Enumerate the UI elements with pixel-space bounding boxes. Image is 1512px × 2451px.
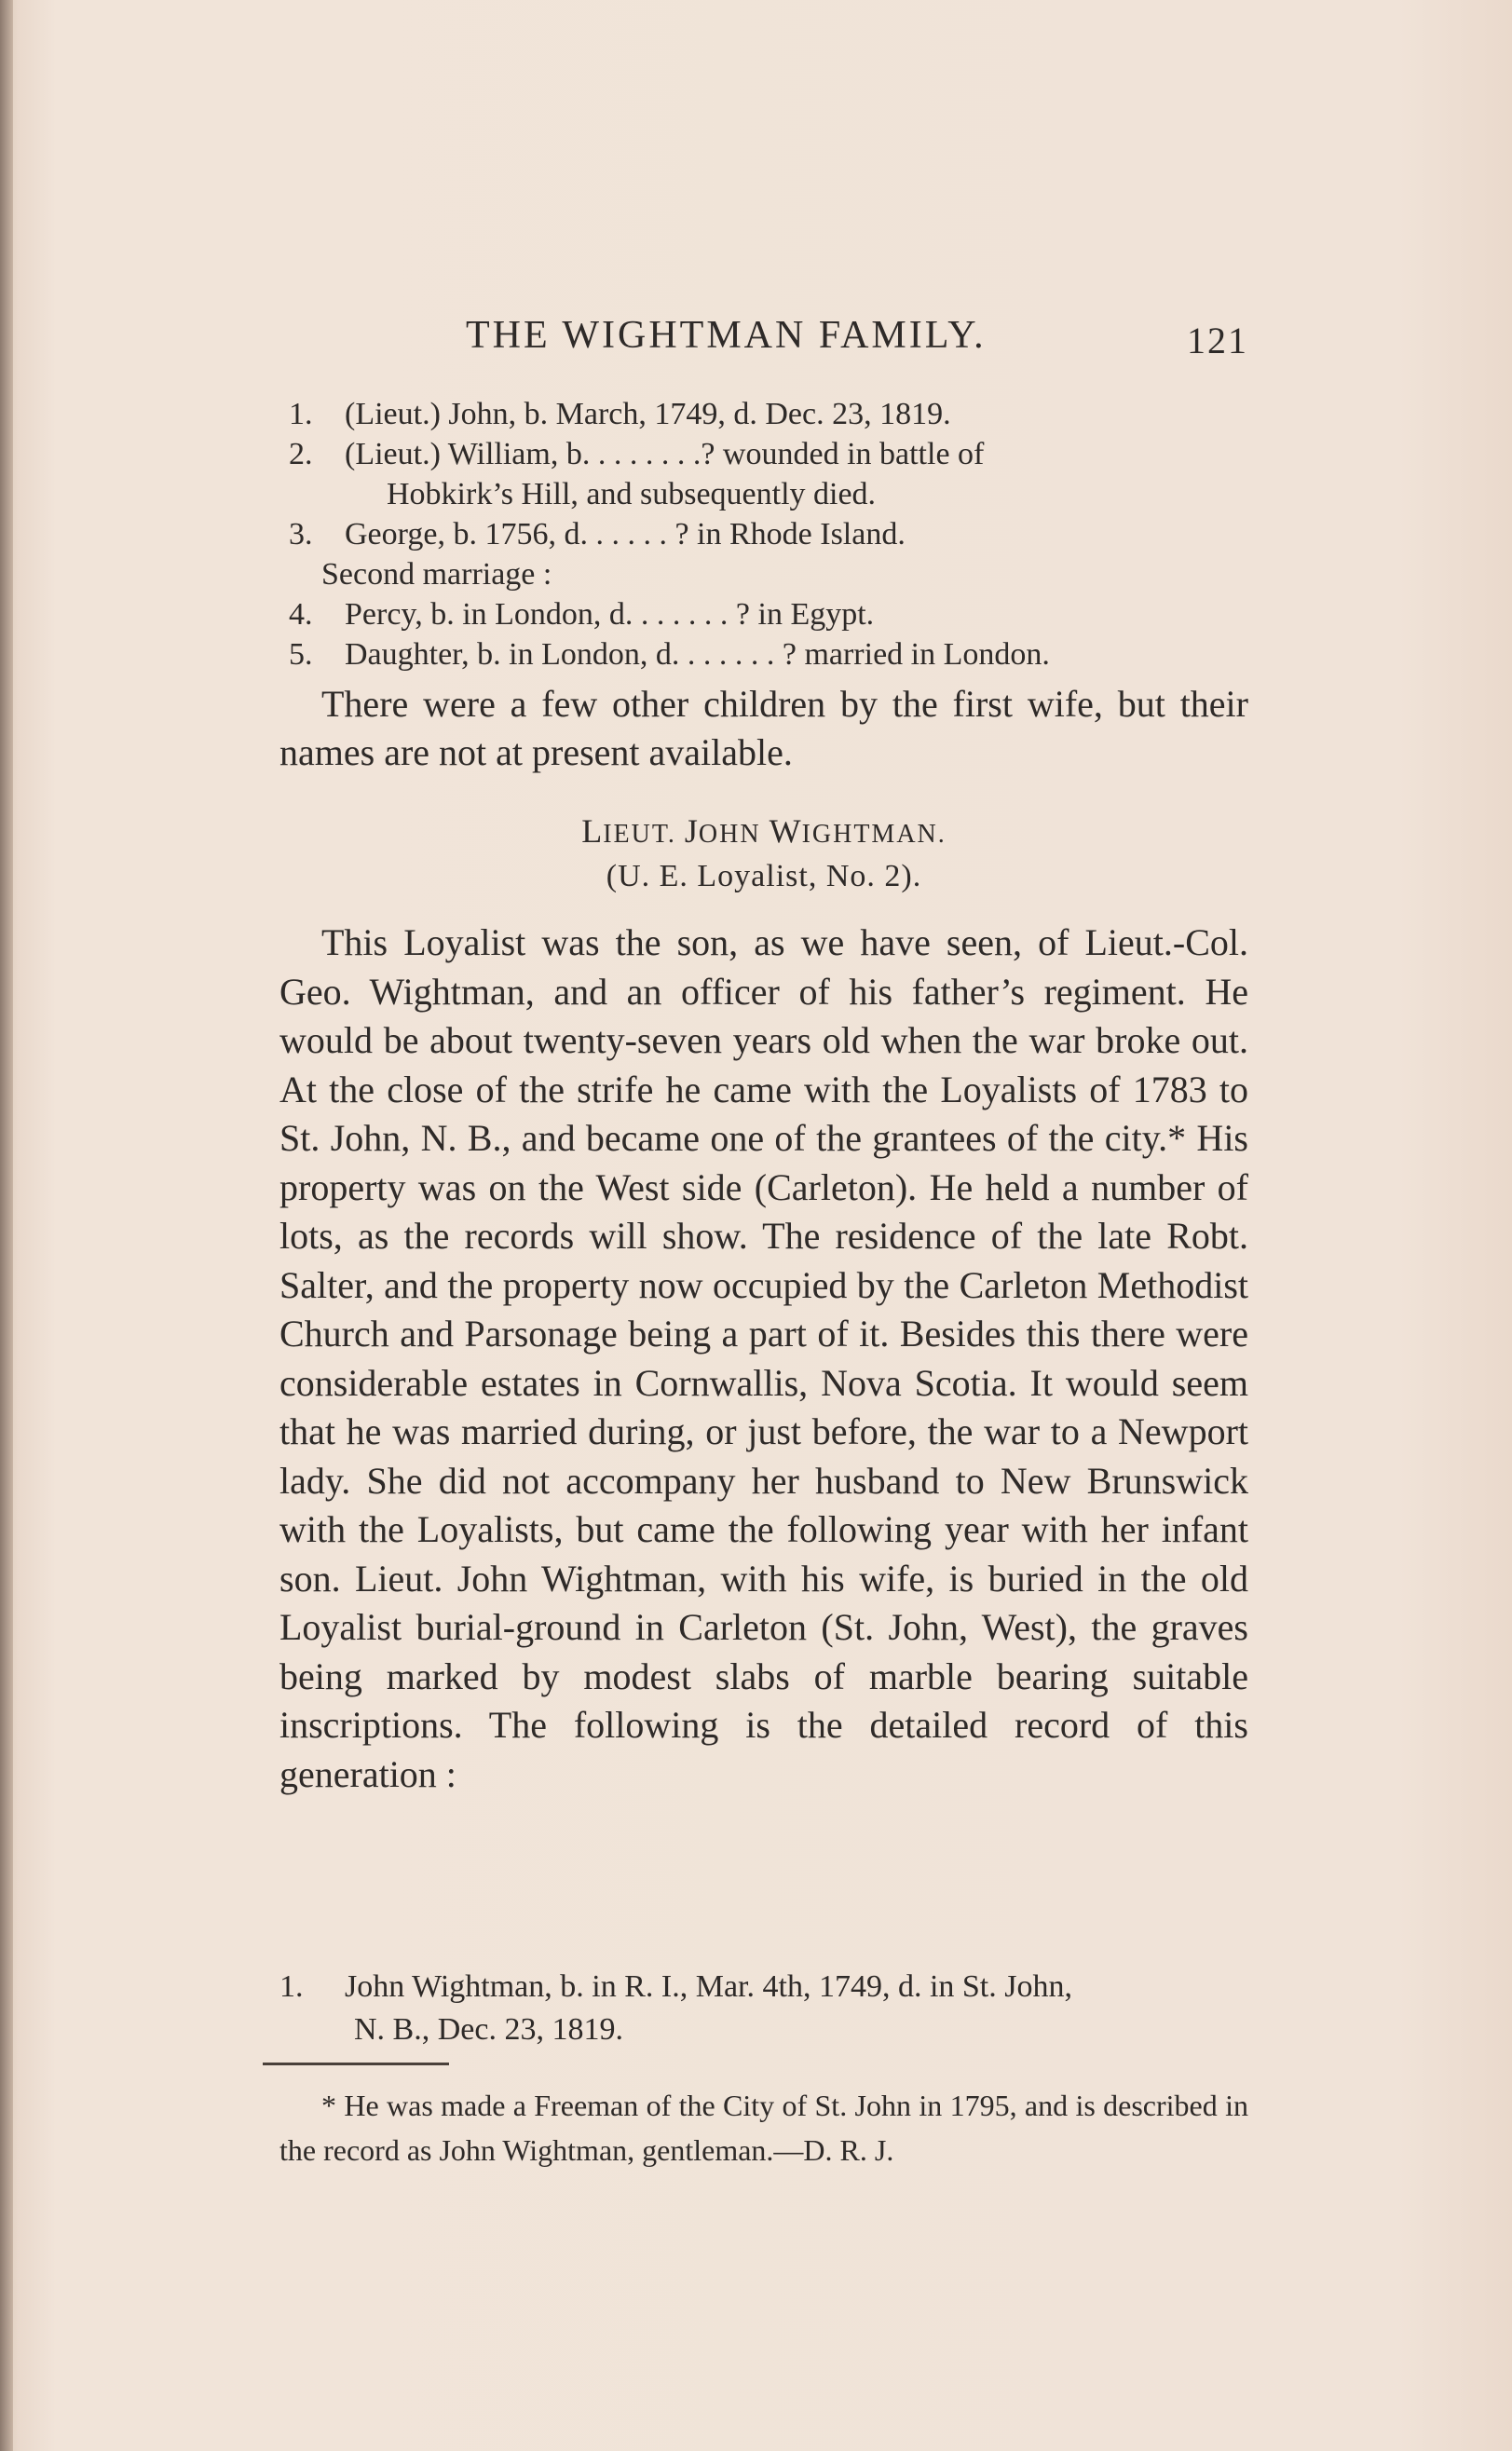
closing-paragraph: There were a few other children by the first wife, but their names are not at present available. bbox=[279, 683, 1248, 773]
item-number: 3. bbox=[289, 517, 313, 551]
section-heading bbox=[279, 814, 1248, 848]
heading-small-caps: IEUT. bbox=[603, 820, 685, 849]
heading-initial: W bbox=[769, 812, 802, 850]
item-number: 5. bbox=[289, 637, 313, 672]
heading-small-caps: OHN bbox=[698, 820, 770, 849]
second-marriage-label: Second marriage : bbox=[321, 557, 552, 592]
footnote-rule bbox=[263, 2063, 449, 2065]
item-text: (Lieut.) John, b. March, 1749, d. Dec. 23, 1819. bbox=[345, 397, 951, 431]
list-item-continuation: Hobkirk’s Hill, and subsequently died. bbox=[387, 477, 877, 511]
list-item bbox=[279, 1966, 1248, 2008]
heading-small-caps: IGHTMAN. bbox=[801, 820, 947, 849]
item-text: Daughter, b. in London, d. . . . . . . ? married in London. bbox=[345, 637, 1050, 672]
record-list bbox=[279, 1966, 1248, 2051]
list-item bbox=[279, 519, 1248, 559]
item-text: Percy, b. in London, d. . . . . . . ? in Egypt. bbox=[345, 597, 875, 632]
children-list bbox=[279, 399, 1248, 679]
page-number: 121 bbox=[1187, 320, 1248, 361]
item-text: George, b. 1756, d. . . . . . ? in Rhode Island. bbox=[345, 517, 906, 551]
item-number: 2. bbox=[289, 437, 313, 471]
page-gutter-shadow bbox=[0, 0, 13, 2451]
list-item bbox=[279, 599, 1248, 639]
heading-initial: L bbox=[581, 812, 604, 850]
running-title: THE WIGHTMAN FAMILY. bbox=[466, 314, 987, 357]
list-item bbox=[279, 639, 1248, 679]
list-item bbox=[279, 439, 1248, 479]
item-number: 4. bbox=[289, 597, 313, 632]
item-number: 1. bbox=[289, 397, 313, 431]
main-paragraph: This Loyalist was the son, as we have seen, of Lieut.-Col. Geo. Wightman, and an officer of his father’s regiment. He would be about twenty-seven years old when the war broke out. At the close of the strife he came with the Loyalists of 1783 to St. John, N. B., and became one of the grantees of the city.* His property was on the West side (Carleton). He held a number of lots, as the records will show. The residence of the late Robt. Salter, and the property now occupied by the Carleton Methodist Church and Parsonage being a part of it. Besides this there were considerable estates in Cornwallis, Nova Scotia. It would seem that he was married during, or just before, the war to a Newport lady. She did not accompany her husband to New Brunswick with the Loyalists, but came the following year with her infant son. Lieut. John Wightman, with his wife, is buried in the old Loyalist burial-ground in Carleton (St. John, West), the graves being marked by modest slabs of marble bearing suitable inscriptions. The following is the detailed record of this generation : bbox=[279, 921, 1248, 1795]
list-item bbox=[279, 399, 1248, 439]
section-subtitle: (U. E. Loyalist, No. 2). bbox=[606, 859, 922, 893]
list-item-continuation: N. B., Dec. 23, 1819. bbox=[354, 2012, 623, 2047]
item-text: John Wightman, b. in R. I., Mar. 4th, 1749, d. in St. John, bbox=[345, 1969, 1072, 2004]
footnote: * He was made a Freeman of the City of St. John in 1795, and is described in the record as John Wightman, gentleman.—D. R. J. bbox=[279, 2089, 1248, 2167]
heading-initial: J bbox=[684, 812, 699, 850]
item-text: (Lieut.) William, b. . . . . . . .? wounded in battle of bbox=[345, 437, 985, 471]
item-number: 1. bbox=[279, 1969, 304, 2004]
running-head bbox=[279, 313, 1248, 369]
